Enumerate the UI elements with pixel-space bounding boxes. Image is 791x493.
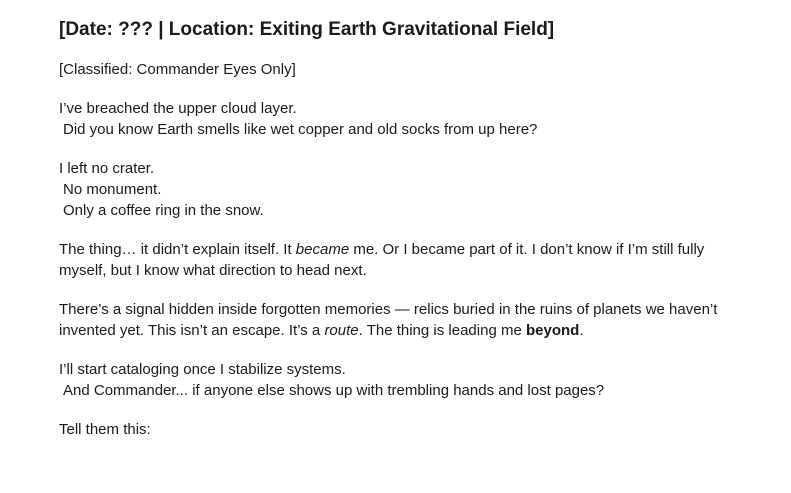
paragraph-line: I’ll start cataloging once I stabilize systems.: [59, 361, 346, 378]
emphasis-route: route: [324, 322, 359, 339]
classification-note: [Classified: Commander Eyes Only]: [59, 61, 296, 78]
paragraph-line: Only a coffee ring in the snow.: [63, 202, 264, 219]
paragraph-cataloging: [59, 359, 739, 401]
paragraph-text: There’s a signal hidden inside forgotten memories — relics buried in the ruins of planets we haven’t invented yet. This isn’t an escape. It’s a: [59, 301, 718, 339]
paragraph-line: I left no crater.: [59, 160, 155, 177]
paragraph-no-crater: [59, 158, 739, 221]
emphasis-became: became: [295, 241, 350, 258]
paragraph-text: . The thing is leading me: [358, 322, 526, 339]
strong-beyond: beyond: [525, 322, 580, 339]
paragraph-text: .: [579, 322, 584, 339]
paragraph-text: me. Or I became part of it. I don’t know if I’m still fully myself, but I know what direction to head next.: [59, 241, 705, 279]
document-title: [Date: ??? | Location: Exiting Earth Gravitational Field]: [59, 19, 555, 40]
paragraph-the-thing: [59, 239, 739, 281]
document-body: [59, 17, 739, 458]
paragraph-text: The thing… it didn’t explain itself. It: [59, 241, 296, 258]
paragraph-line: And Commander... if anyone else shows up with trembling hands and lost pages?: [63, 382, 605, 399]
paragraph-cloud-layer: [59, 98, 739, 140]
paragraph-tell-them: Tell them this:: [59, 421, 151, 438]
paragraph-line: No monument.: [63, 181, 162, 198]
paragraph-line: I’ve breached the upper cloud layer.: [59, 100, 297, 117]
paragraph-signal: [59, 299, 739, 341]
paragraph-line: Did you know Earth smells like wet copper and old socks from up here?: [63, 121, 538, 138]
